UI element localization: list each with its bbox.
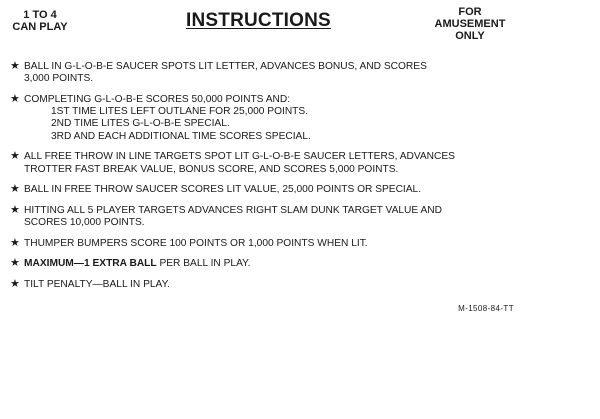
amusement-line-3: ONLY	[455, 30, 485, 42]
star-icon: ★	[10, 257, 20, 270]
star-icon: ★	[10, 60, 20, 72]
rule-sub-line: 1ST TIME LITES LEFT OUTLANE FOR 25,000 POINTS.	[51, 106, 309, 118]
rule-emphasis: MAXIMUM—1 EXTRA BALL	[24, 258, 157, 270]
rule-player-targets	[10, 205, 595, 230]
rule-globe-saucer	[10, 61, 595, 86]
star-icon: ★	[10, 203, 20, 216]
rule-text-line: ALL FREE THROW IN LINE TARGETS SPOT LIT G-L-O-B-E SAUCER LETTERS, ADVANCES	[24, 151, 455, 163]
rule-text-line: SCORES 10,000 POINTS.	[24, 217, 145, 229]
players-label: CAN PLAY	[12, 21, 68, 33]
rule-sub-line: 3RD AND EACH ADDITIONAL TIME SCORES SPECIAL.	[51, 130, 311, 142]
rule-maximum-extra-ball	[10, 258, 595, 270]
rules-list	[10, 61, 595, 300]
rule-text-line: TILT PENALTY—BALL IN PLAY.	[24, 278, 170, 290]
rule-text-line: COMPLETING G-L-O-B-E SCORES 50,000 POINTS AND:	[24, 93, 291, 105]
rule-thumper-bumpers	[10, 238, 595, 250]
players-count: 1 TO 4	[23, 9, 57, 21]
rule-free-throw-saucer	[10, 184, 595, 196]
amusement-line-2: AMUSEMENT	[434, 18, 506, 30]
rule-text: PER BALL IN PLAY.	[156, 258, 251, 270]
star-icon: ★	[10, 277, 20, 290]
rule-text-line: HITTING ALL 5 PLAYER TARGETS ADVANCES RIGHT SLAM DUNK TARGET VALUE AND	[24, 204, 442, 216]
rule-sub-line: 2ND TIME LITES G-L-O-B-E SPECIAL.	[51, 118, 230, 130]
rule-text-line: BALL IN G-L-O-B-E SAUCER SPOTS LIT LETTER, ADVANCES BONUS, AND SCORES	[24, 61, 427, 72]
rule-text-line	[24, 258, 595, 270]
rule-free-throw-targets	[10, 151, 595, 176]
part-number: M-1508-84-TT	[458, 304, 514, 313]
star-icon: ★	[10, 92, 20, 105]
rule-text-line: 3,000 POINTS.	[24, 73, 94, 85]
amusement-notice	[418, 6, 522, 42]
rule-tilt-penalty	[10, 279, 595, 291]
page-title: INSTRUCTIONS	[186, 10, 331, 31]
star-icon: ★	[10, 183, 20, 196]
rule-text-line: TROTTER FAST BREAK VALUE, BONUS SCORE, AND SCORES 5,000 POINTS.	[24, 163, 399, 175]
rule-completing-globe	[10, 94, 595, 143]
rule-text-line: THUMPER BUMPERS SCORE 100 POINTS OR 1,000 POINTS WHEN LIT.	[24, 237, 368, 249]
players-notice	[5, 9, 75, 33]
star-icon: ★	[10, 236, 20, 249]
star-icon: ★	[10, 150, 20, 163]
amusement-line-1: FOR	[458, 6, 482, 18]
rule-text-line: BALL IN FREE THROW SAUCER SCORES LIT VALUE, 25,000 POINTS OR SPECIAL.	[24, 184, 422, 196]
